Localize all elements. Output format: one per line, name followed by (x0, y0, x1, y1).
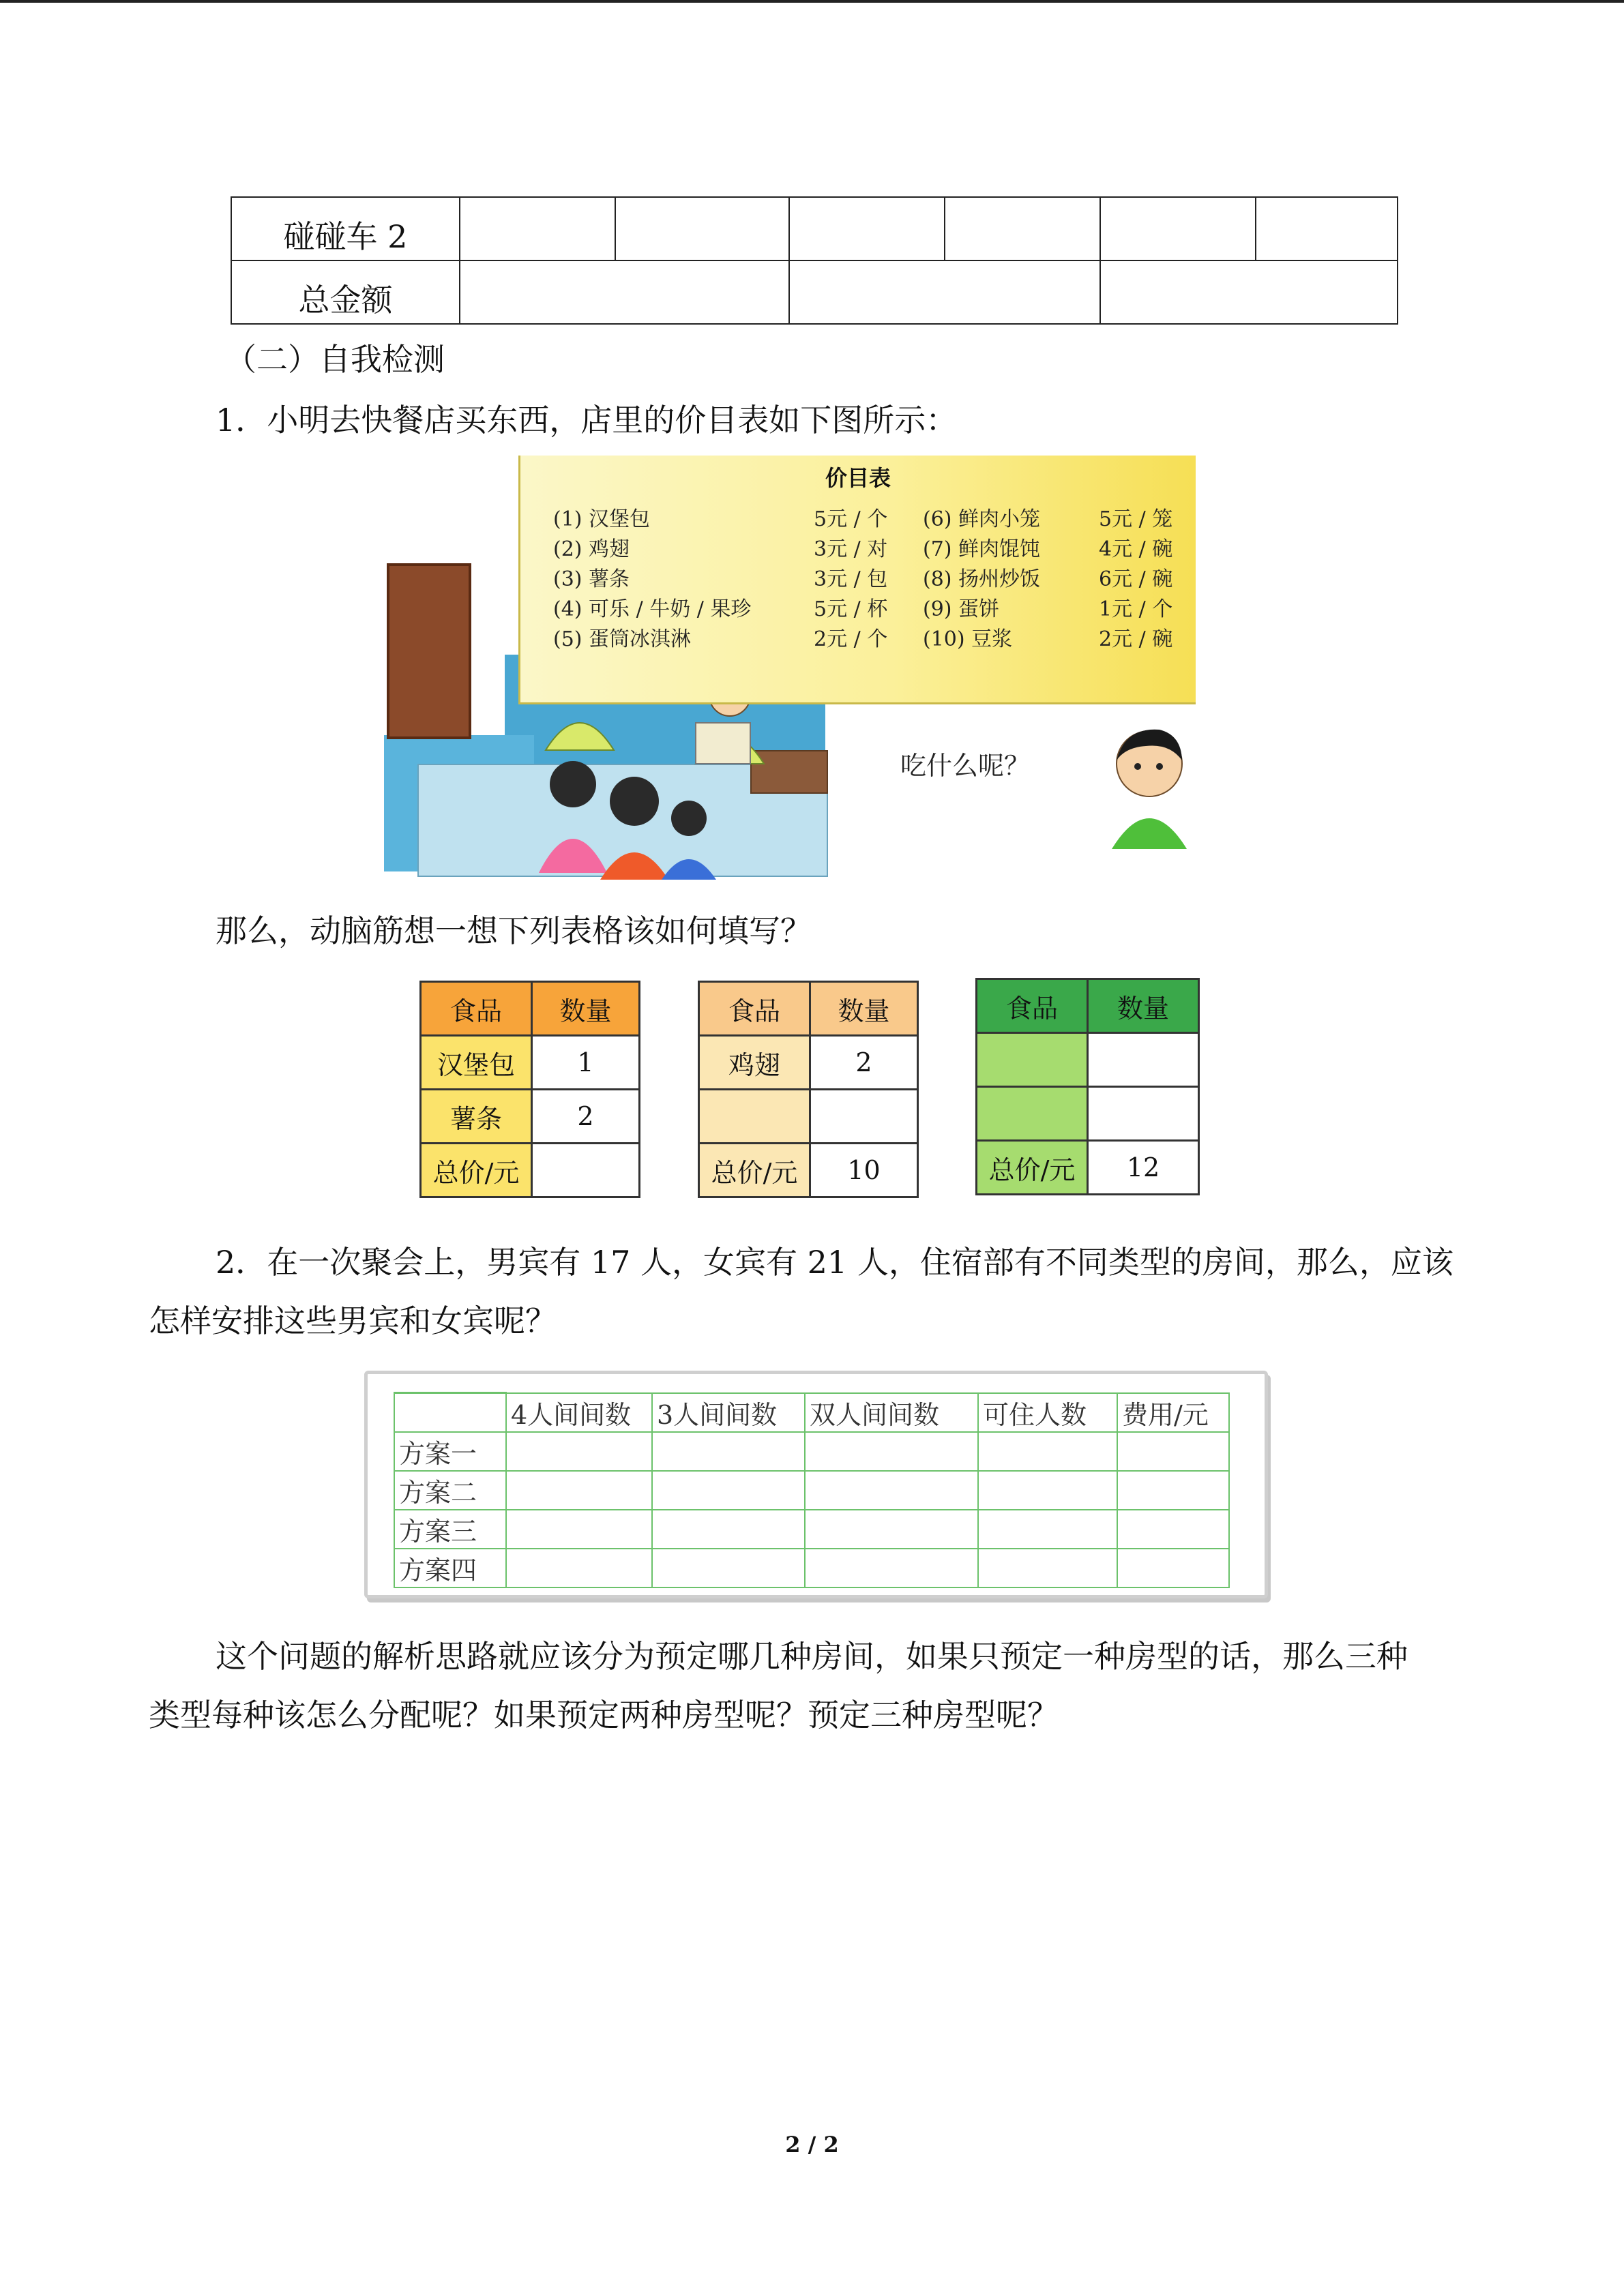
menu-item-name: (2) 鸡翅 (553, 537, 630, 561)
table-row (699, 1144, 918, 1197)
table-cell (789, 260, 1100, 324)
child-head (610, 777, 659, 826)
food-name-cell: 汉堡包 (421, 1036, 532, 1090)
table-row (231, 260, 1398, 324)
top-table (231, 196, 1398, 325)
follow-up-text: 那么，动脑筋想一想下列表格该如何填写？ (216, 912, 812, 949)
quantity-cell: 1 (532, 1036, 640, 1090)
table-row (699, 1036, 918, 1090)
header-cell: 可住人数 (978, 1393, 1117, 1432)
question-1-text: 1．小明去快餐店买东西，店里的价目表如下图所示： (216, 402, 958, 438)
question-2-line-2: 怎样安排这些男宾和女宾呢？ (149, 1302, 557, 1339)
quantity-cell (810, 1090, 918, 1144)
table-cell (460, 197, 615, 260)
child-body (662, 859, 716, 880)
table-cell (1100, 260, 1398, 324)
child-head (671, 801, 707, 836)
table-cell (978, 1432, 1117, 1471)
table-cell (506, 1471, 652, 1510)
table-row (977, 1141, 1199, 1195)
food-table-1 (419, 981, 640, 1198)
food-name-cell (977, 1087, 1088, 1141)
table-row (394, 1432, 1229, 1471)
menu-item-name: (4) 可乐 / 牛奶 / 果珍 (553, 597, 752, 621)
food-table-3 (975, 978, 1200, 1195)
table-cell (1117, 1510, 1229, 1549)
menu-item-price: 3元 / 包 (814, 567, 888, 591)
header-cell: 4人间间数 (506, 1393, 652, 1432)
table-cell (615, 197, 789, 260)
menu-item-price: 5元 / 杯 (814, 597, 888, 621)
table-cell (652, 1432, 805, 1471)
total-label-cell: 总价/元 (699, 1144, 810, 1197)
menu-item-name: (10) 豆浆 (923, 627, 1013, 651)
table-row (394, 1393, 1229, 1432)
header-cell: 食品 (421, 982, 532, 1036)
table-cell (1117, 1549, 1229, 1587)
header-cell (394, 1393, 506, 1432)
table-cell (978, 1549, 1117, 1587)
menu-item-price: 5元 / 个 (814, 507, 888, 531)
header-cell: 双人间间数 (805, 1393, 978, 1432)
table-cell (805, 1471, 978, 1510)
child-body (539, 839, 607, 873)
table-row (421, 1036, 640, 1090)
table-row (977, 1087, 1199, 1141)
quantity-cell (1088, 1087, 1199, 1141)
table-cell-label: 总金额 (231, 260, 460, 324)
total-label-cell: 总价/元 (977, 1141, 1088, 1195)
menu-item-price: 2元 / 碗 (1099, 627, 1173, 651)
table-row (231, 197, 1398, 260)
staff-apron (546, 723, 614, 750)
menu-item-price: 1元 / 个 (1099, 597, 1173, 621)
total-value-cell: 10 (810, 1144, 918, 1197)
boy-shirt (1112, 818, 1187, 849)
room-plan-table (394, 1392, 1230, 1588)
thought-text: 吃什么呢？ (900, 751, 1031, 781)
table-row (394, 1471, 1229, 1510)
menu-item-name: (3) 薯条 (553, 567, 630, 591)
menu-item-name: (7) 鲜肉馄饨 (923, 537, 1041, 561)
section-heading: （二）自我检测 (225, 341, 445, 378)
menu-item-name: (9) 蛋饼 (923, 597, 1000, 621)
header-cell: 食品 (977, 979, 1088, 1033)
price-board (518, 456, 1196, 704)
price-board-title: 价目表 (825, 465, 891, 491)
boy-thinking-figure (1105, 723, 1194, 849)
boy-eye (1156, 763, 1163, 770)
table-cell (978, 1471, 1117, 1510)
menu-item-price: 4元 / 碗 (1099, 537, 1173, 561)
plan-label-cell: 方案一 (394, 1432, 506, 1471)
quantity-cell: 2 (810, 1036, 918, 1090)
page-top-border (0, 0, 1624, 3)
menu-item-name: (1) 汉堡包 (553, 507, 651, 531)
quantity-cell: 2 (532, 1090, 640, 1144)
menu-item-name: (8) 扬州炒饭 (923, 567, 1041, 591)
food-name-cell (977, 1033, 1088, 1087)
menu-item-price: 5元 / 笼 (1099, 507, 1173, 531)
table-cell (805, 1432, 978, 1471)
table-cell (805, 1549, 978, 1587)
shop-door (387, 563, 471, 739)
table-cell (1100, 197, 1256, 260)
quantity-cell (1088, 1033, 1199, 1087)
table-row (977, 979, 1199, 1033)
header-cell: 数量 (532, 982, 640, 1036)
table-cell (506, 1432, 652, 1471)
table-cell (978, 1510, 1117, 1549)
menu-item-name: (6) 鲜肉小笼 (923, 507, 1041, 531)
cash-register (696, 723, 750, 764)
table-cell (1117, 1432, 1229, 1471)
table-row (421, 1144, 640, 1197)
food-name-cell: 鸡翅 (699, 1036, 810, 1090)
table-row (699, 1090, 918, 1144)
header-cell: 食品 (699, 982, 810, 1036)
table-cell (1256, 197, 1398, 260)
table-cell (460, 260, 789, 324)
table-row (977, 1033, 1199, 1087)
total-value-cell: 12 (1088, 1141, 1199, 1195)
boy-eye (1134, 763, 1141, 770)
table-row (421, 1090, 640, 1144)
food-table-2 (698, 981, 919, 1198)
plan-label-cell: 方案四 (394, 1549, 506, 1587)
table-row (421, 982, 640, 1036)
table-row (394, 1549, 1229, 1587)
table-cell (1117, 1471, 1229, 1510)
menu-item-price: 6元 / 碗 (1099, 567, 1173, 591)
table-cell-label: 碰碰车 2 (231, 197, 460, 260)
table-cell (652, 1549, 805, 1587)
menu-item-price: 3元 / 对 (814, 537, 888, 561)
table-cell (652, 1471, 805, 1510)
header-cell: 数量 (810, 982, 918, 1036)
food-name-cell (699, 1090, 810, 1144)
table-cell (506, 1510, 652, 1549)
total-value-cell (532, 1144, 640, 1197)
menu-item-price: 2元 / 个 (814, 627, 888, 651)
table-cell (652, 1510, 805, 1549)
plan-label-cell: 方案二 (394, 1471, 506, 1510)
table-row (394, 1510, 1229, 1549)
analysis-line-2: 类型每种该怎么分配呢？如果预定两种房型呢？预定三种房型呢？ (149, 1697, 1059, 1733)
analysis-line-1: 这个问题的解析思路就应该分为预定哪几种房间，如果只预定一种房型的话，那么三种 (216, 1638, 1408, 1675)
page-number: 2 / 2 (785, 2132, 839, 2158)
total-label-cell: 总价/元 (421, 1144, 532, 1197)
food-name-cell: 薯条 (421, 1090, 532, 1144)
room-plan-card (364, 1371, 1268, 1598)
table-cell (805, 1510, 978, 1549)
child-body (600, 852, 668, 880)
plan-label-cell: 方案三 (394, 1510, 506, 1549)
table-cell (506, 1549, 652, 1587)
child-head (550, 761, 596, 807)
question-2-line-1: 2．在一次聚会上，男宾有 17 人，女宾有 21 人，住宿部有不同类型的房间，那么，应该 (216, 1244, 1453, 1281)
header-cell: 费用/元 (1117, 1393, 1229, 1432)
header-cell: 数量 (1088, 979, 1199, 1033)
table-cell (789, 197, 945, 260)
header-cell: 3人间间数 (652, 1393, 805, 1432)
table-row (699, 982, 918, 1036)
table-cell (945, 197, 1100, 260)
menu-item-name: (5) 蛋筒冰淇淋 (553, 627, 692, 651)
